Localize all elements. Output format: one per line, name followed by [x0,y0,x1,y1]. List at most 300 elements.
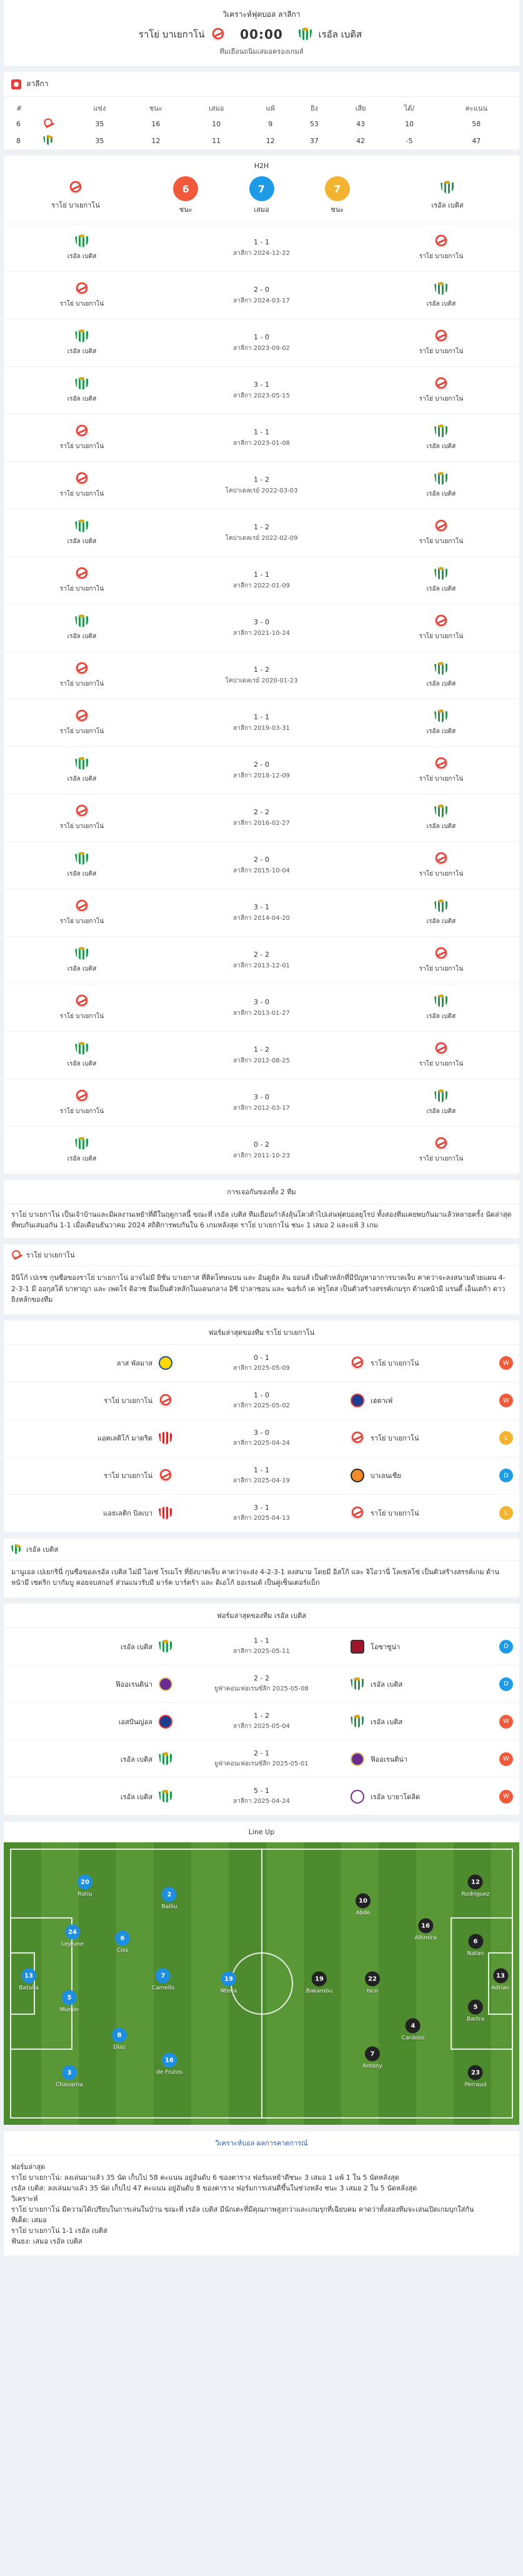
standings-cell: 35 [95,120,104,128]
h2h-match-center [160,1141,363,1161]
standings-header-cell: เสมอ [209,104,224,112]
h2h-match-left [4,994,160,1021]
h2h-match-center [160,238,363,258]
form-row[interactable] [4,1457,519,1495]
standings-header-cell: แพ้ [266,104,275,112]
home-form-list [4,1345,519,1532]
player-name: Diaz [113,2044,126,2051]
h2h-match-right-name: ราโย่ บาเยกาโน่ [419,1156,464,1162]
home-player[interactable] [152,1969,175,1992]
h2h-win-label: ชนะ [179,206,192,214]
h2h-match-right [363,947,519,974]
home-player[interactable] [77,1875,92,1898]
rayo-logo-icon [434,1042,448,1056]
rayo-logo-icon [75,472,89,486]
h2h-match-left-name: เรอัล เบติส [67,1156,97,1162]
h2h-match-row[interactable] [4,651,519,699]
h2h-match-date: โคปาเดลเรย์ 2022-02-09 [225,534,298,542]
h2h-match-row[interactable] [4,794,519,841]
form-away-name: โอซาซูน่า [371,1642,401,1651]
away-player[interactable] [491,1969,509,1992]
player-number: 13 [21,1969,36,1984]
standings-head-row [4,101,519,116]
h2h-match-score: 1 - 0 [254,332,269,341]
h2h-match-row[interactable] [4,604,519,651]
h2h-match-center [160,571,363,591]
form-result-badge: W [499,1715,513,1729]
betis-logo-icon [159,1790,172,1804]
away-player[interactable] [402,2019,425,2042]
player-number: 20 [77,1875,92,1890]
h2h-match-date: ลาลีกา 2019-03-31 [233,724,290,732]
h2h-match-row[interactable] [4,841,519,889]
form-date: ลาลีกา 2025-04-24 [233,1798,290,1805]
rayo-logo-icon [75,804,89,818]
h2h-match-left-name: เรอัล เบติส [67,776,97,782]
form-result-badge: W [499,1356,513,1370]
form-center [172,1749,351,1769]
blue-logo-icon [351,1394,364,1407]
h2h-match-left [4,234,160,261]
away-player[interactable] [306,1972,332,1995]
form-center [172,1466,351,1485]
standings-cell: 10 [405,120,414,128]
h2h-match-center [160,618,363,638]
form-away-name: เรอัล เบติส [371,1717,403,1726]
form-center [172,1354,351,1373]
form-home [10,1752,172,1766]
h2h-match-right [363,1089,519,1116]
h2h-match-right [363,757,519,784]
h2h-match-row[interactable] [4,984,519,1031]
standings-header-cell: # [16,104,22,112]
rayo-logo-icon [434,329,448,343]
standings-cell: 10 [212,120,221,128]
player-number: 4 [406,2019,421,2034]
betis-logo-icon [434,662,448,676]
form-away-name: ฟิออเรนติน่า [371,1755,408,1764]
h2h-match-left [4,662,160,689]
h2h-match-right [363,282,519,309]
h2h-match-right-name: เรอัล เบติส [426,443,456,450]
prediction-card [4,2131,519,2255]
home-player[interactable] [115,1931,130,1954]
standings-header-cell: ยิง [310,104,318,112]
form-score: 3 - 1 [254,1503,269,1512]
h2h-match-row[interactable] [4,556,519,604]
h2h-match-right [363,1137,519,1164]
form-home-name: เรอัล เบติส [120,1642,152,1651]
form-score: 1 - 2 [254,1712,269,1720]
form-row[interactable] [4,1420,519,1457]
form-date: ลาลีกา 2025-05-04 [233,1723,290,1730]
player-number: 19 [312,1972,327,1987]
h2h-match-score: 3 - 0 [254,997,269,1006]
h2h-match-row[interactable] [4,271,519,319]
player-number: 19 [221,1972,236,1987]
h2h-loss-count: 7 [325,176,350,201]
standings-cell: 58 [472,120,481,128]
h2h-match-center [160,381,363,401]
away-team[interactable] [299,27,436,42]
form-center [172,1504,351,1523]
h2h-match-center [160,333,363,353]
standings-header-cell: แข่ง [93,104,106,112]
h2h-match-right [363,804,519,831]
h2h-match-score: 2 - 0 [254,855,269,864]
h2h-match-date: โคปาเดลเรย์ 2022-03-03 [225,487,298,494]
h2h-match-left [4,757,160,784]
h2h-match-left-name: ราโย่ บาเยกาโน่ [59,301,104,307]
away-player[interactable] [362,2047,382,2070]
h2h-away-name: เรอัล เบติส [431,201,464,209]
analysis-text: ราโย่ บาเยกาโน่ เป็นเจ้าบ้านและมีผลงานเหย้าที่ดีในฤดูกาลนี้ ขณะที่ เรอัล เบติส ทีมเยือนกำลังลุ้นโควต้าไปเล่นฟุตบอลยุโรป ทั้งสองทีมเคยพบกันมาแล้วหลายครั้ง นัดล่าสุดที่พบกันเสมอกัน 1-1 เมื่อเดือนธันวาคม 2024 สถิติการพบกันใน 6 เกมหลังสุด ราโย่ บาเยกาโน่ ชนะ 1 เสมอ 2 และแพ้ 3 เกม [11,1211,512,1230]
form-result-badge: D [499,1677,513,1691]
betis-logo-icon [434,1089,448,1103]
h2h-match-row[interactable] [4,414,519,461]
h2h-match-right-name: เรอัล เบติส [426,918,456,925]
h2h-match-row[interactable] [4,1031,519,1079]
rayo-logo-icon [351,1431,364,1445]
h2h-match-row[interactable] [4,366,519,414]
h2h-match-date: ลาลีกา 2016-02-27 [233,819,290,827]
lineup-title: Line Up [248,1828,275,1837]
player-number: 8 [112,2028,127,2043]
h2h-match-left [4,1042,160,1069]
form-row[interactable] [4,1703,519,1740]
form-date: ยูฟ่าคอนเฟอเรนซ์ลีก 2025-05-01 [214,1760,309,1768]
h2h-match-center [160,1093,363,1113]
pitch [4,1842,519,2125]
player-number: 23 [468,2065,483,2080]
h2h-title: H2H [254,162,269,170]
form-row[interactable] [4,1665,519,1703]
betis-logo-icon [75,947,89,961]
away-player[interactable] [467,2000,484,2023]
h2h-match-left-name: ราโย่ บาเยกาโน่ [59,823,104,830]
h2h-match-center [160,808,363,828]
home-player[interactable] [56,2065,83,2089]
standings-header-cell: คะแนน [465,104,488,112]
h2h-match-right-name: เรอัล เบติส [426,823,456,830]
h2h-match-row[interactable] [4,1079,519,1126]
betis-logo-icon [434,472,448,486]
form-home [10,1640,172,1654]
h2h-match-date: ลาลีกา 2012-03-17 [233,1104,290,1112]
standings-cell: 37 [309,137,319,145]
standings-cell [24,132,72,149]
h2h-card [4,156,519,1174]
home-player[interactable] [112,2028,127,2051]
form-home-name: แอตเลติโก้ มาดริด [97,1434,152,1443]
h2h-match-right [363,662,519,689]
away-form-card [4,1604,519,1815]
form-result-badge: L [499,1506,513,1520]
rayo-logo-icon [75,424,89,438]
prediction-title: วิเคราะห์บอล ผลการคาดการณ์ [4,2131,519,2155]
h2h-match-date: โคปาเดลเรย์ 2020-01-23 [225,677,298,684]
h2h-match-left-name: เรอัล เบติส [67,633,97,640]
match-header [4,0,519,66]
away-analysis-text: มานูเอล เปเยกรินี่ กุนซือของเรอัล เบติส ไม่มี ไอเซ่ โรเมโร ที่ยังบาดเจ็บ คาดว่าจะส่ง 4-2-3-1 ลงสนาม โดยมี อิสโก้ และ จิโอวานี่ โลเซลโซ่ เป็นตัวสร้างสรรค์เกม ด้านหน้ามี เซดริก บากัมบู คอยจบสกอร์ ส่วนแนวรับมี มาร์ค บาร์ตร้า และ ดิเอโก้ ยอเรนเต้ เป็นคู่เซ็นเตอร์แบ็ก [11,1567,499,1587]
form-score: 5 - 1 [254,1787,269,1795]
away-analysis-card [4,1539,519,1597]
h2h-match-right-name: ราโย่ บาเยกาโน่ [419,776,464,782]
rayo-logo-icon [211,27,225,41]
player-name: Adrian [491,1985,510,1992]
analysis-title: การเจอกันของทั้ง 2 ทีม [4,1180,519,1204]
standings-header-cell: ได้/ [404,104,415,112]
form-row[interactable] [4,1740,519,1778]
player-name: Ciss [116,1947,129,1954]
h2h-match-right [363,472,519,499]
form-score: 3 - 0 [254,1428,269,1437]
h2h-match-right-name: ราโย่ บาเยกาโน่ [419,633,464,640]
player-name: Lejeune [61,1941,84,1948]
form-home [10,1469,172,1482]
player-number: 6 [115,1931,130,1946]
standings-header-cell: เสีย [355,104,366,112]
red-logo-icon [159,1431,172,1445]
player-number: 13 [493,1969,508,1984]
h2h-match-left-name: เรอัล เบติส [67,871,97,877]
rayo-logo-icon [75,1089,89,1103]
away-form-list [4,1628,519,1815]
h2h-away [401,181,494,211]
h2h-match-right-name: ราโย่ บาเยกาโน่ [419,538,464,545]
away-player[interactable] [465,2065,487,2089]
betis-logo-icon [434,994,448,1008]
h2h-match-date: ลาลีกา 2021-10-24 [233,629,290,637]
h2h-match-right [363,377,519,404]
match-score: 00:00 [240,27,283,42]
betis-logo-icon [75,614,89,628]
h2h-match-date: ลาลีกา 2024-03-17 [233,297,290,304]
yellow-logo-icon [159,1356,172,1370]
standings-row[interactable] [4,116,519,132]
h2h-match-date: ลาลีกา 2011-10-23 [233,1152,290,1159]
h2h-match-score: 1 - 1 [254,712,269,721]
rayo-logo-icon [434,519,448,533]
h2h-draw-count: 7 [249,176,274,201]
purple-logo-icon [159,1677,172,1691]
h2h-match-right-name: ราโย่ บาเยกาโน่ [419,348,464,355]
home-form-card [4,1320,519,1532]
h2h-match-date: ลาลีกา 2018-12-09 [233,772,290,779]
away-player[interactable] [467,1934,484,1957]
form-home-name: ลาส พัลมาส [116,1359,152,1368]
home-team[interactable] [87,27,225,42]
away-player[interactable] [356,1894,371,1917]
standings-cell: 16 [151,120,161,128]
h2h-match-right-name: เรอัล เบติส [426,301,456,307]
h2h-match-row[interactable] [4,1126,519,1174]
form-row[interactable] [4,1628,519,1665]
betis-logo-icon [434,567,448,581]
form-center [172,1429,351,1448]
form-score: 1 - 1 [254,1637,269,1645]
prediction-text: ฟอร์มล่าสุด ราโย่ บาเยกาโน่: ลงเล่นมาแล้ว 35 นัด เก็บไป 58 คะแนน อยู่อันดับ 6 ของตาราง ฟอร์มเหย้าดีชนะ 3 เสมอ 1 แพ้ 1 ใน 5 นัดหลังสุด เรอัล เบติส: ลงเล่นมาแล้ว 35 นัด เก็บไป 47 คะแนน อยู่อันดับ 8 ของตาราง ฟอร์มการเล่นดีขึ้นในช่วงหลัง ชนะ 3 เสมอ 2 ใน 5 นัดหลังสุด วิเคราะห์ ราโย่ บาเยกาโน่ มีความได้เปรียบในการเล่นในบ้าน ขณะที่ เรอัล เบติส มีนักเตะที่มีคุณภาพสูงกว่าและเกมรุกที่เฉียบคม คาดว่าทั้งสองทีมจะเล่นเปิดเกมบุกใส่กัน ทีเด็ด: เสมอ ราโย่ บาเยกาโน่ 1-1 เรอัล เบติส ฟันธง: เสมอ เรอัล เบติส [11,2163,474,2246]
h2h-match-score: 1 - 1 [254,570,269,579]
h2h-match-date: ลาลีกา 2015-10-04 [233,867,290,874]
h2h-match-right [363,899,519,926]
player-name: Antony [362,2063,382,2070]
rayo-logo-icon [434,757,448,771]
form-away [351,1715,513,1729]
betis-logo-icon [75,1042,89,1056]
away-player[interactable] [414,1919,436,1942]
player-name: Bakambu [306,1988,333,1995]
h2h-match-row[interactable] [4,509,519,556]
rayo-logo-icon [434,1137,448,1151]
player-name: Ratiu [77,1891,92,1898]
h2h-match-left [4,329,160,356]
form-row[interactable] [4,1778,519,1815]
h2h-loss-label: ชนะ [331,206,344,214]
form-date: ยูฟ่าคอนเฟอเรนซ์ลีก 2025-05-08 [214,1685,309,1693]
form-date: ลาลีกา 2025-05-09 [233,1364,290,1372]
player-name: Chavarria [56,2082,83,2089]
h2h-match-score: 1 - 2 [254,665,269,674]
form-away [351,1506,513,1520]
standings-card [4,72,519,149]
h2h-match-row[interactable] [4,461,519,509]
rayo-logo-icon [159,1394,172,1407]
h2h-match-score: 0 - 2 [254,1140,269,1149]
match-subtitle: ทีมเยือนถนิมเสมอครองเกมส์ [219,47,304,56]
h2h-match-center [160,476,363,496]
h2h-match-score: 3 - 1 [254,902,269,911]
home-team-name: ราโย่ บาเยกาโน่ [138,29,205,40]
h2h-match-right [363,994,519,1021]
match-row [16,27,507,42]
rayo-logo-icon [434,377,448,391]
player-name: Camello [151,1985,175,1992]
h2h-match-left [4,947,160,974]
h2h-match-center [160,903,363,923]
away-analysis-title: เรอัล เบติส [26,1545,59,1554]
form-home [10,1677,172,1691]
home-analysis-card [4,1244,519,1314]
form-away [351,1752,513,1766]
h2h-match-left [4,1089,160,1116]
h2h-match-right-name: เรอัล เบติส [426,1108,456,1115]
form-result-badge: W [499,1752,513,1766]
form-home-name: ราโย่ บาเยกาโน่ [104,1472,152,1480]
blue-logo-icon [159,1715,172,1729]
h2h-match-left [4,377,160,404]
darkred-logo-icon [351,1640,364,1654]
h2h-match-row[interactable] [4,699,519,746]
betis-logo-icon [75,329,89,343]
away-player[interactable] [365,1972,380,1995]
h2h-match-left [4,1137,160,1164]
h2h-match-right-name: ราโย่ บาเยกาโน่ [419,253,464,260]
form-home [10,1431,172,1445]
h2h-match-center [160,761,363,781]
h2h-match-score: 3 - 1 [254,380,269,389]
h2h-match-right [363,329,519,356]
h2h-home-name: ราโย่ บาเยกาโน่ [51,201,100,209]
away-player[interactable] [462,1875,490,1898]
home-player[interactable] [19,1969,38,1992]
h2h-match-left [4,282,160,309]
white-logo-icon [351,1790,364,1804]
rayo-logo-icon [434,947,448,961]
form-away [351,1640,513,1654]
form-center [172,1637,351,1656]
h2h-match-row[interactable] [4,889,519,936]
player-name: Bartra [466,2016,485,2023]
h2h-match-date: ลาลีกา 2013-12-01 [233,962,290,969]
h2h-match-score: 2 - 2 [254,950,269,959]
h2h-match-left [4,472,160,499]
form-score: 2 - 2 [254,1674,269,1683]
standings-body [4,116,519,149]
betis-logo-icon [299,27,312,41]
home-player[interactable] [61,1925,83,1948]
home-player[interactable] [162,1887,177,1910]
rayo-logo-icon [43,118,53,128]
h2h-match-row[interactable] [4,319,519,366]
h2h-match-center [160,1046,363,1066]
h2h-match-right [363,852,519,879]
form-row[interactable] [4,1345,519,1382]
betis-logo-icon [43,135,53,145]
standings-cell: 53 [309,120,319,128]
form-home [10,1356,172,1370]
rayo-logo-icon [75,662,89,676]
player-number: 16 [418,1919,433,1934]
form-home-name: ราโย่ บาเยกาโน่ [104,1397,152,1405]
standings-row[interactable] [4,132,519,149]
h2h-match-row[interactable] [4,224,519,271]
standings-header-cell [24,101,72,116]
form-row[interactable] [4,1495,519,1532]
betis-logo-icon [434,804,448,818]
form-center [172,1712,351,1731]
h2h-match-row[interactable] [4,936,519,984]
player-number: 12 [468,1875,483,1890]
h2h-match-list [4,224,519,1174]
home-player[interactable] [60,1990,79,2014]
h2h-match-score: 1 - 1 [254,237,269,246]
standings-title: ลาลีกา [26,79,49,88]
laliga-icon [11,79,21,89]
form-row[interactable] [4,1382,519,1420]
standings-cell: 11 [212,137,221,145]
home-player[interactable] [156,2053,182,2076]
form-score: 1 - 1 [254,1465,269,1474]
form-date: ลาลีกา 2025-04-24 [233,1439,290,1447]
player-name: Isco [367,1988,378,1995]
home-player[interactable] [221,1972,237,1995]
player-name: Abde [356,1910,371,1917]
rayo-logo-icon [75,567,89,581]
orange-logo-icon [351,1469,364,1482]
h2h-match-row[interactable] [4,746,519,794]
h2h-match-right [363,567,519,594]
purple-logo-icon [351,1752,364,1766]
form-home-name: เรอัล เบติส [120,1755,152,1764]
h2h-match-date: ลาลีกา 2023-05-15 [233,392,290,399]
h2h-match-date: ลาลีกา 2024-12-22 [233,249,290,257]
player-number: 7 [156,1969,171,1984]
h2h-draw-label: เสมอ [254,206,269,214]
form-away [351,1431,513,1445]
h2h-match-left [4,709,160,736]
league-line: วิเคราะห์ฟุตบอล ลาลีกา [222,10,301,19]
